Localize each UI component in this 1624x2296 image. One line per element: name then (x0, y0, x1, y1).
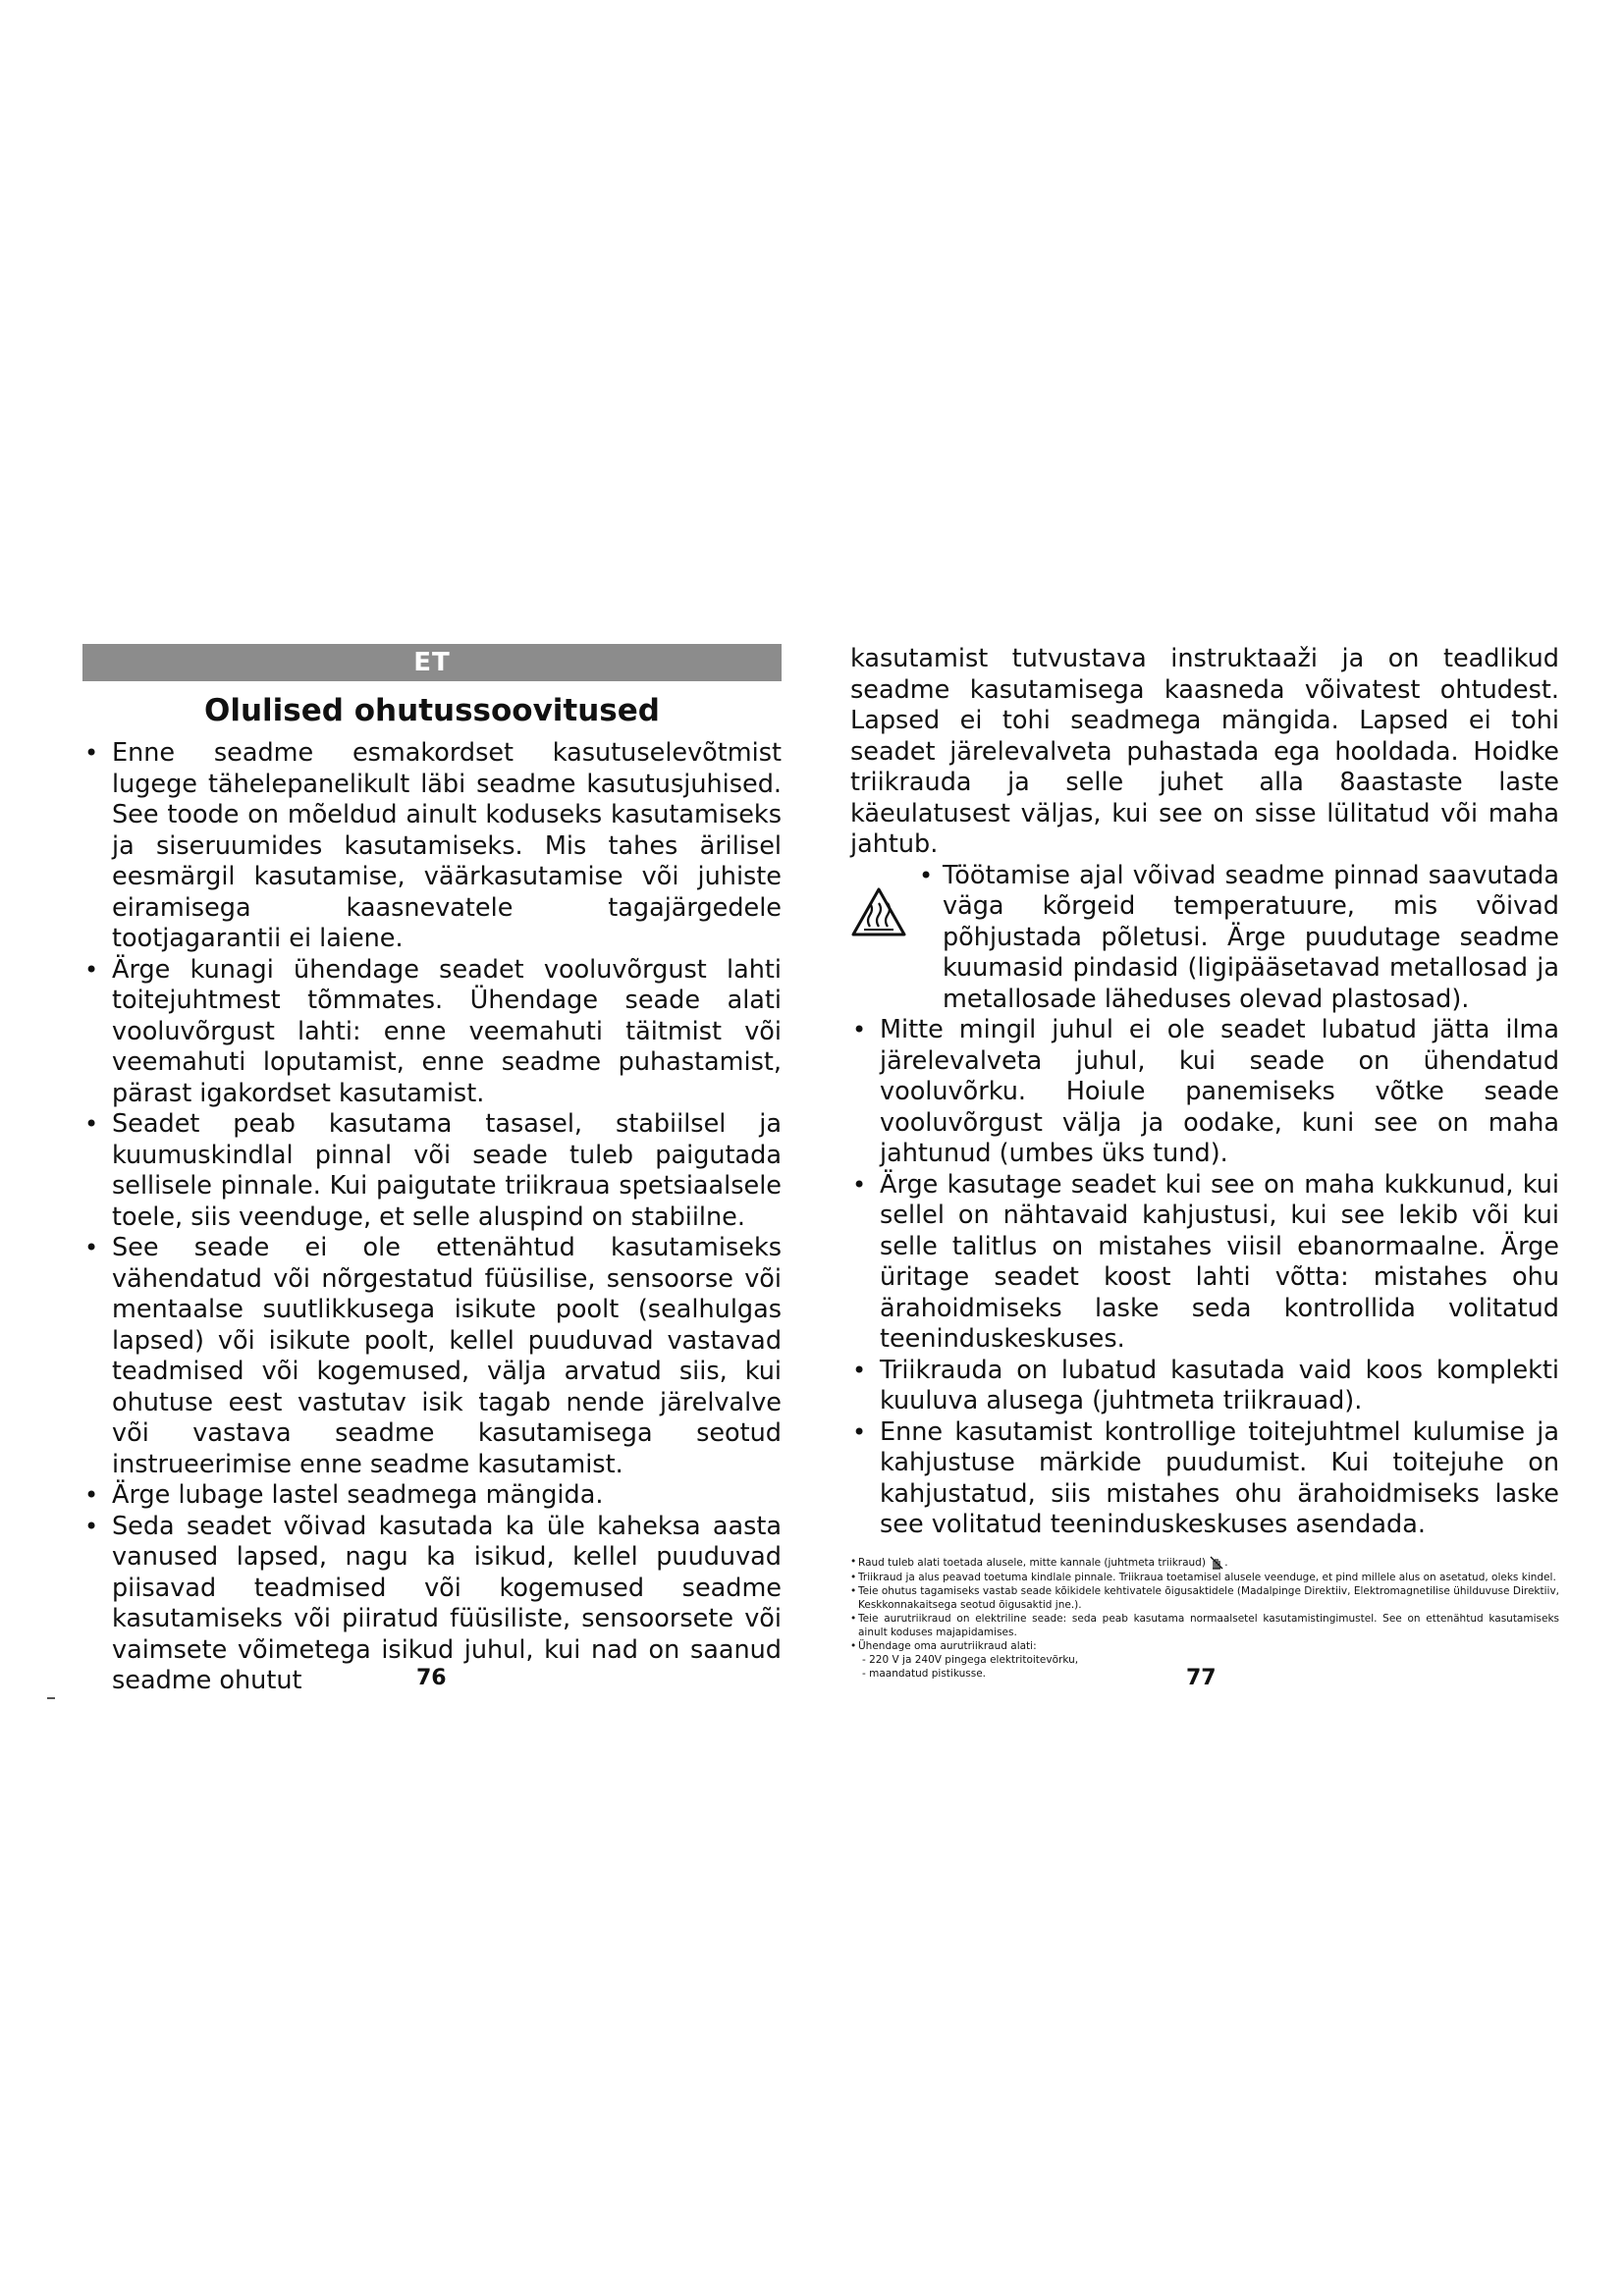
bullet: • (852, 1170, 867, 1199)
left-page (82, 644, 782, 1697)
page-number-right: 77 (1186, 1666, 1217, 1690)
safety-item: • Seda seadet võivad kasutada ka üle kaheksa aasta vanused lapsed, nagu ka isikud, kellel puuduvad piisavad teadmised või kogemused seadme kasutamiseks või piiratud füüsiliste, sensoorsete või vaimsete võimetega isikud juhul, kui nad on saanud seadme ohutut (84, 1511, 782, 1695)
bullet: • (852, 1356, 867, 1384)
bullet: • (84, 1512, 99, 1540)
footnote-sub: - 220 V ja 240V pingega elektritoitevõrku, (862, 1653, 1079, 1666)
bullet: • (850, 1571, 857, 1583)
footnote: • Ühendage oma aurutriikraud alati: (850, 1639, 1037, 1652)
bullet: • (852, 1016, 867, 1043)
page-title: Olulised ohutussoovitused (204, 693, 660, 728)
bullet: • (84, 1110, 99, 1138)
safety-item: • Töötamise ajal võivad seadme pinnad saavutada väga kõrgeid temperatuure, mis võivad põhjustada põletusi. Ärge puudutage seadme kuumasid pindasid (ligipääsetavad metallosad ja metallosade läheduses olevad plastosad). (919, 860, 1559, 1014)
bullet: • (850, 1584, 857, 1597)
bullet: • (84, 1234, 99, 1261)
hot-surface-warning-icon (850, 886, 907, 937)
safety-item: • Triikrauda on lubatud kasutada vaid koos komplekti kuuluva alusega (juhtmeta triikrauad). (852, 1355, 1559, 1415)
crop-mark (47, 1697, 55, 1699)
footnote: • Teie aurutriikraud on elektriline seade: seda peab kasutama normaalsetel kasutamistingimustel. See on ettenähtud kasutamiseks ainult koduses majapidamises. (850, 1612, 1559, 1638)
bullet: • (84, 1481, 99, 1509)
footnote: • Triikraud ja alus peavad toetuma kindlale pinnale. Triikraua toetamisel alusele veenduge, et pind millele alus on asetatud, oleks kindel. (850, 1571, 1556, 1583)
continuation-text: kasutamist tutvustava instruktaaži ja on teadlikud seadme kasutamisega kaasneda võivatest ohtudest. Lapsed ei tohi seadmega mängida. Lapsed ei tohi seadet järelevalveta puhastada ega hooldada. Hoidke triikrauda ja selle juhet alla 8aastaste laste käeulatusest väljas, kui see on sisse lülitatud või maha jahtub. (850, 644, 1559, 859)
safety-item: • Enne seadme esmakordset kasutuselevõtmist lugege tähelepanelikult läbi seadme kasutusjuhised. See toode on mõeldud ainult koduseks kasutamiseks ja siseruumides kasutamiseks. Mis tahes ärilisel eesmärgil kasutamise, väärkasutamise või juhiste eiramisega kaasnevatele tagajärgedele tootjagarantii ei laiene. (84, 738, 782, 953)
footnote: • Teie ohutus tagamiseks vastab seade kõikidele kehtivatele õigusaktidele (Madalpinge Direktiiv, Elektromagnetilise ühilduvuse Direktiiv, Keskkonnakaitsega seotud õigusaktid jne.). (850, 1584, 1559, 1611)
bullet: • (84, 739, 99, 767)
hot-surface-warning (850, 861, 1559, 1016)
safety-item: • Enne kasutamist kontrollige toitejuhtmel kulumise ja kahjustuse märkide puudumist. Kui toitejuhe on kahjustatud, siis mistahes ohu ärahoidmiseks laske see volitatud teeninduskeskuses asendada. (852, 1416, 1559, 1539)
language-header: ET (82, 644, 782, 681)
safety-item: • Ärge lubage lastel seadmega mängida. (84, 1480, 604, 1510)
footnote-sub: - maandatud pistikusse. (862, 1667, 986, 1680)
bullet: • (919, 861, 934, 889)
bullet: • (850, 1612, 857, 1625)
bullet: • (84, 955, 99, 984)
bullet: • (852, 1417, 867, 1446)
safety-item: • Ärge kasutage seadet kui see on maha kukkunud, kui sellel on nähtavaid kahjustusi, kui see lekib või kui selle talitlus on mistahes viisil ebanormaalne. Ärge üritage seadet koost lahti võtta: mistahes ohu ärahoidmiseks laske seda kontrollida volitatud teeninduskeskuses. (852, 1169, 1559, 1354)
bullet: • (850, 1639, 857, 1652)
safety-item: • Mitte mingil juhul ei ole seadet lubatud jätta ilma järelevalveta juhul, kui seade on ühendatud vooluvõrku. Hoiule panemiseks võtke seade vooluvõrgust välja ja oodake, kuni see on maha jahtunud (umbes üks tund). (852, 1015, 1559, 1168)
page-number-left: 76 (416, 1666, 447, 1690)
footnotes (850, 1555, 1559, 1681)
no-hand-icon (1209, 1555, 1224, 1571)
right-page (850, 644, 1559, 1681)
footnote: • Raud tuleb alati toetada alusele, mitte kannale (juhtmeta triikraud) . (850, 1555, 1228, 1569)
bullet: • (850, 1555, 857, 1568)
safety-item: • See seade ei ole ettenähtud kasutamiseks vähendatud või nõrgestatud füüsilise, sensoorse või mentaalse suutlikkusega isikute poolt (sealhulgas lapsed) või isikute poolt, kellel puuduvad vastavad teadmised või kogemused, välja arvatud siis, kui ohutuse eest vastutav isik tagab nende järelvalve või vastava seadme kasutamisega seotud instrueerimise enne seadme kasutamist. (84, 1233, 782, 1479)
safety-item: • Ärge kunagi ühendage seadet vooluvõrgust lahti toitejuhtmest tõmmates. Ühendage seade alati vooluvõrgust lahti: enne veemahuti täitmist või veemahuti loputamist, enne seadme puhastamist, pärast igakordset kasutamist. (84, 954, 782, 1108)
safety-item: • Seadet peab kasutama tasasel, stabiilsel ja kuumuskindlal pinnal või seade tuleb paigutada sellisele pinnale. Kui paigutate triikraua spetsiaalsele toele, siis veenduge, et selle aluspind on stabiilne. (84, 1109, 782, 1232)
